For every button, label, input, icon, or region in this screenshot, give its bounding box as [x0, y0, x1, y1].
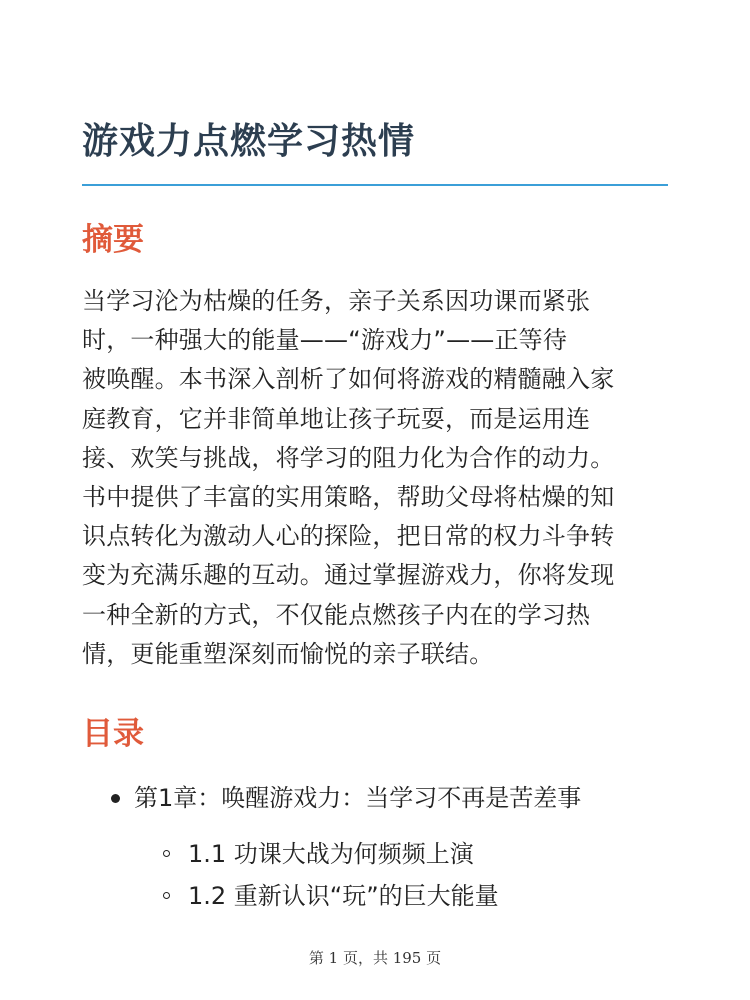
abstract-heading: 摘要: [82, 222, 144, 258]
document-title: 游戏力点燃学习热情: [82, 121, 416, 162]
abstract-line: 时，一种强大的能量——“游戏力”——正等待: [82, 326, 568, 355]
abstract-line: 接、欢笑与挑战，将学习的阻力化为合作的动力。: [82, 443, 615, 472]
toc-heading: 目录: [82, 716, 144, 752]
bullet-circle-icon: [163, 892, 170, 899]
abstract-line: 当学习沦为枯燥的任务，亲子关系因功课而紧张: [82, 287, 591, 315]
bullet-circle-icon: [163, 850, 170, 857]
bullet-disc-icon: [111, 794, 120, 803]
toc-section-1-1[interactable]: 1.1 功课大战为何频频上演: [188, 840, 474, 868]
abstract-line: 一种全新的方式，不仅能点燃孩子内在的学习热: [82, 600, 591, 629]
abstract-line: 情，更能重塑深刻而愉悦的亲子联结。: [82, 639, 494, 668]
abstract-line: 变为充满乐趣的互动。通过掌握游戏力，你将发现: [82, 561, 615, 590]
abstract-line: 被唤醒。本书深入剖析了如何将游戏的精髓融入家: [82, 365, 615, 394]
page-footer: 第 1 页，共 195 页: [308, 949, 442, 967]
toc-chapter-1[interactable]: 第1章：唤醒游戏力：当学习不再是苦差事: [134, 784, 582, 812]
abstract-line: 识点转化为激动人心的探险，把日常的权力斗争转: [82, 522, 615, 551]
toc-section-1-2[interactable]: 1.2 重新认识“玩”的巨大能量: [188, 882, 499, 910]
abstract-line: 书中提供了丰富的实用策略，帮助父母将枯燥的知: [82, 483, 615, 512]
abstract-line: 庭教育，它并非简单地让孩子玩耍，而是运用连: [82, 404, 591, 433]
